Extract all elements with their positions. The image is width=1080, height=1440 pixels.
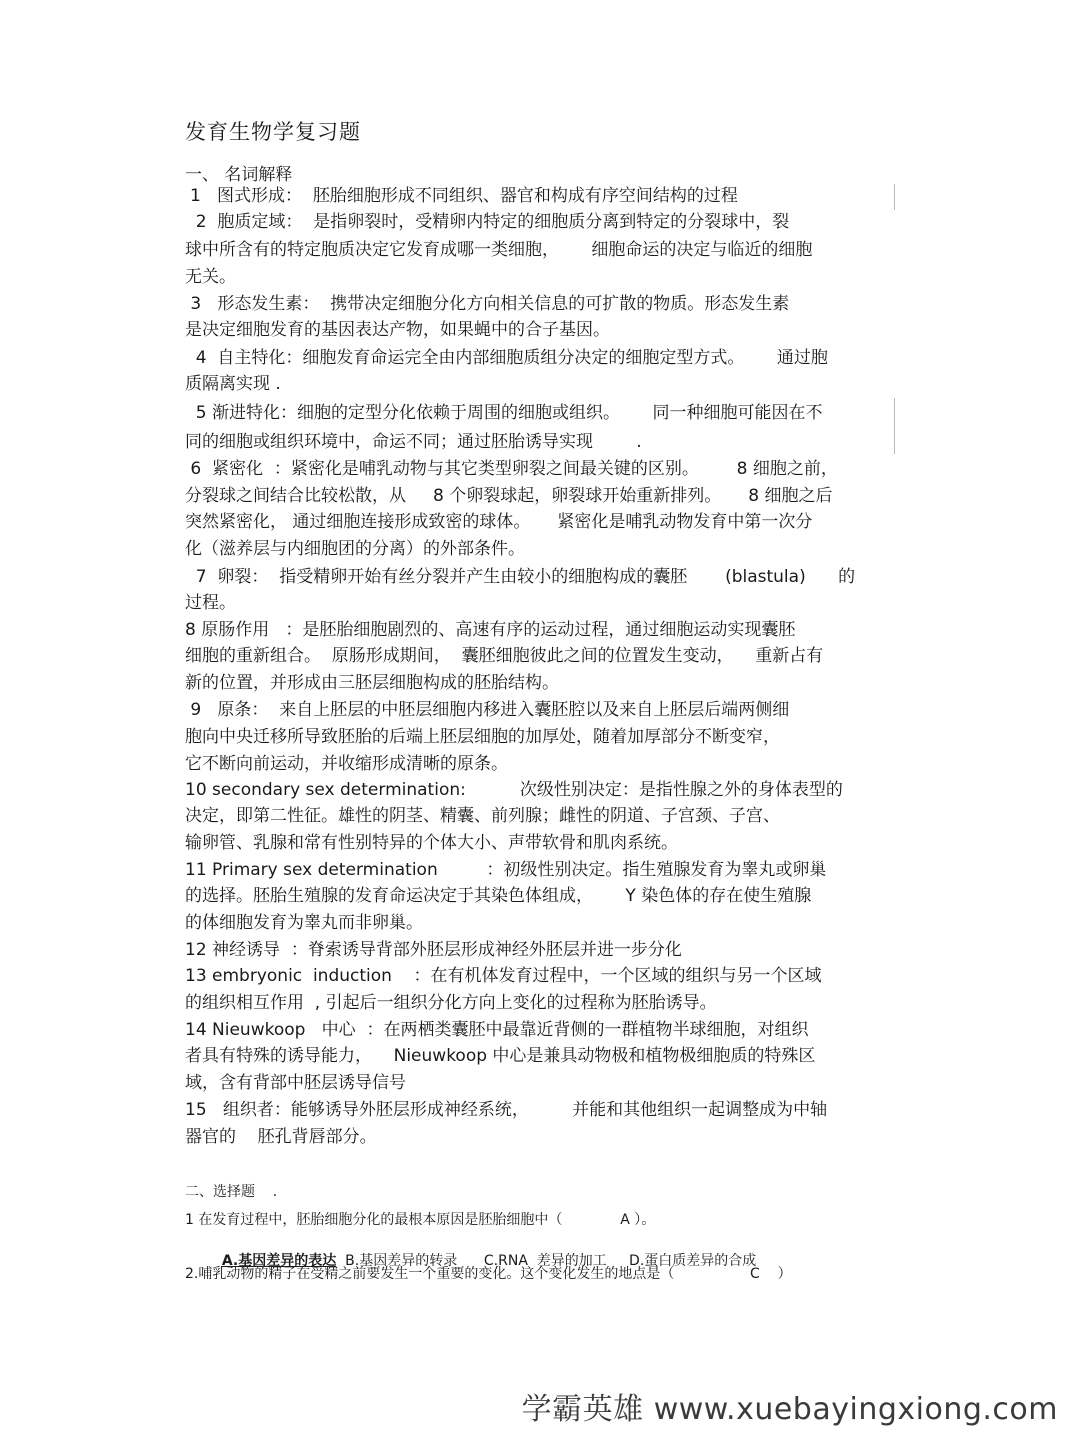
text-line: 球中所含有的特定胞质决定它发育成哪一类细胞， 细胞命运的决定与临近的细胞	[185, 240, 813, 260]
text-line: 5 渐进特化：细胞的定型分化依赖于周围的细胞或组织。 同一种细胞可能因在不	[185, 403, 823, 423]
text-line: 者具有特殊的诱导能力， Nieuwkoop 中心是兼具动物极和植物极细胞质的特殊区	[185, 1046, 816, 1066]
text-line: 3 形态发生素： 携带决定细胞分化方向相关信息的可扩散的物质。形态发生素	[185, 294, 790, 314]
text-line: 同的细胞或组织环境中，命运不同；通过胚胎诱导实现 .	[185, 432, 642, 452]
text-line: 化（滋养层与内细胞团的分离）的外部条件。	[185, 539, 525, 559]
answer-option-a: A.基因差异的表达	[221, 1253, 337, 1269]
text-line: 输卵管、乳腺和常有性别特异的个体大小、声带软骨和肌肉系统。	[185, 833, 678, 853]
text-line: 域，含有背部中胚层诱导信号	[185, 1073, 406, 1093]
text-line: 新的位置，并形成由三胚层细胞构成的胚胎结构。	[185, 673, 559, 693]
text-line: 4 自主特化：细胞发育命运完全由内部细胞质组分决定的细胞定型方式。 通过胞	[185, 348, 828, 368]
text-line: 决定，即第二性征。雄性的阴茎、精囊、前列腺；雌性的阴道、子宫颈、子宫、	[185, 806, 780, 826]
margin-mark	[894, 184, 895, 210]
text-line: 1 图式形成： 胚胎细胞形成不同组织、器官和构成有序空间结构的过程	[190, 186, 738, 206]
text-line: 分裂球之间结合比较松散，从 8 个卵裂球起，卵裂球开始重新排列。 8 细胞之后	[185, 486, 833, 506]
section-heading-choice: 二、选择题 .	[185, 1184, 278, 1200]
text-line: 7 卵裂： 指受精卵开始有丝分裂并产生由较小的细胞构成的囊胚 (blastula) 的	[185, 567, 856, 587]
text-line: 细胞的重新组合。 原肠形成期间， 囊胚细胞彼此之间的位置发生变动， 重新占有	[185, 646, 824, 666]
text-line: 的选择。胚胎生殖腺的发育命运决定于其染色体组成， Y 染色体的存在使生殖腺	[185, 886, 812, 906]
watermark: 学霸英雄 www.xuebayingxiong.com	[521, 1392, 1058, 1427]
document-title: 发育生物学复习题	[185, 120, 361, 144]
text-line: 8 原肠作用 ：是胚胎细胞剧烈的、高速有序的运动过程，通过细胞运动实现囊胚	[185, 620, 796, 640]
text-line: 12 神经诱导 ：脊索诱导背部外胚层形成神经外胚层并进一步分化	[185, 940, 682, 960]
text-line: 10 secondary sex determination: 次级性别决定：是指性腺之外的身体表型的	[185, 780, 843, 800]
text-line: 15 组织者：能够诱导外胚层形成神经系统， 并能和其他组织一起调整成为中轴	[185, 1100, 828, 1120]
text-line: 2 胞质定域： 是指卵裂时，受精卵内特定的细胞质分离到特定的分裂球中，裂	[185, 212, 790, 232]
text-line: 的组织相互作用 , 引起后一组织分化方向上变化的过程称为胚胎诱导。	[185, 993, 717, 1013]
text-line: 是决定细胞发育的基因表达产物，如果蝇中的合子基因。	[185, 320, 610, 340]
text-line: 9 原条： 来自上胚层的中胚层细胞内移进入囊胚腔以及来自上胚层后端两侧细	[185, 700, 790, 720]
text-line: 器官的 胚孔背唇部分。	[185, 1127, 377, 1147]
margin-mark	[894, 398, 895, 454]
text-line: 胞向中央迁移所导致胚胎的后端上胚层细胞的加厚处，随着加厚部分不断变窄，	[185, 727, 780, 747]
text-line: 6 紧密化 ：紧密化是哺乳动物与其它类型卵裂之间最关键的区别。 8 细胞之前，	[185, 459, 838, 479]
text-line: 质隔离实现 .	[185, 374, 281, 394]
text-line: 的体细胞发育为睾丸而非卵巢。	[185, 913, 423, 933]
question-2: 2.哺乳动物的精子在受精之前要发生一个重要的变化。这个变化发生的地点是（ C ）	[185, 1266, 792, 1282]
section-heading-definitions: 一、 名词解释	[185, 165, 293, 185]
text-line: 13 embryonic induction ：在有机体发育过程中，一个区域的组织与另一个区域	[185, 966, 822, 986]
question-1: 1 在发育过程中，胚胎细胞分化的最根本原因是胚胎细胞中（ A ）。	[185, 1212, 656, 1228]
text-line: 过程。	[185, 593, 236, 613]
text-line: 14 Nieuwkoop 中心 ：在两栖类囊胚中最靠近背侧的一群植物半球细胞，对组织	[185, 1020, 809, 1040]
text-line: 无关。	[185, 267, 236, 287]
text-line: 突然紧密化， 通过细胞连接形成致密的球体。 紧密化是哺乳动物发育中第一次分	[185, 512, 813, 532]
text-line: 它不断向前运动，并收缩形成清晰的原条。	[185, 754, 508, 774]
text-line: 11 Primary sex determination ：初级性别决定。指生殖腺发育为睾丸或卵巢	[185, 860, 827, 880]
answer-options-bcd: B.基因差异的转录 C.RNA 差异的加工 D.蛋白质差异的合成	[336, 1253, 757, 1269]
